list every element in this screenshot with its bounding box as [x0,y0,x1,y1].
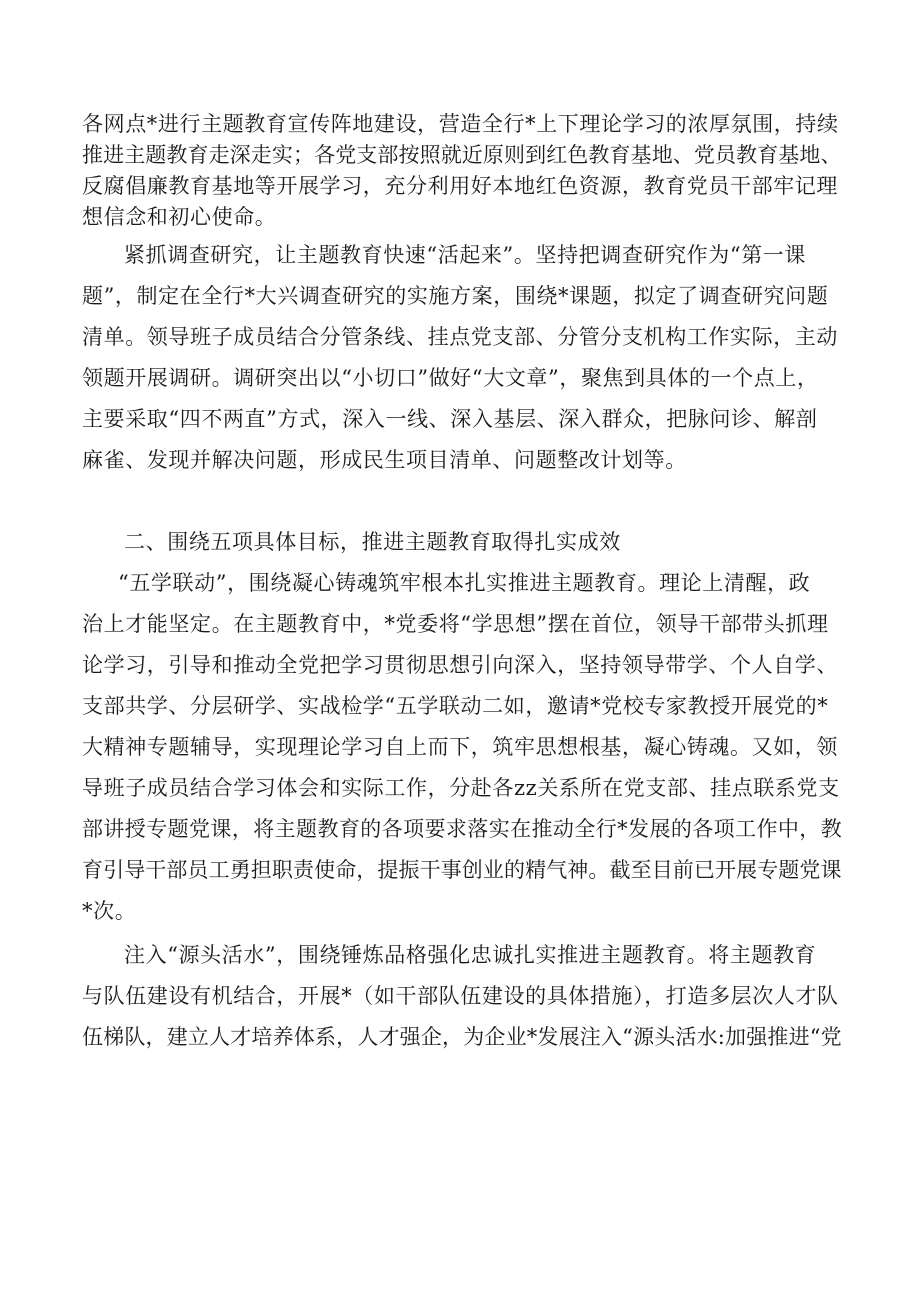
paragraph-line: 与队伍建设有机结合，开展*（如干部队伍建设的具体措施），打造多层次人才队 [82,984,839,1008]
paragraph-line: 治上才能坚定。在主题教育中，*党委将“学思想”摆在首位，领导干部带头抓理 [82,612,829,636]
paragraph-line: 题”，制定在全行*大兴调查研究的实施方案，围绕*课题，拟定了调查研究问题 [82,284,829,308]
paragraph-line: 主要采取“四不两直”方式，深入一线、深入基层、深入群众，把脉问诊、解剖 [82,407,818,431]
paragraph-line: “五学联动”，围绕凝心铸魂筑牢根本扎实推进主题教育。理论上清醒，政 [118,571,811,595]
paragraph-line: *次。 [82,899,137,923]
paragraph-line: 反腐倡廉教育基地等开展学习，充分利用好本地红色资源，教育党员干部牢记理 [82,174,838,198]
paragraph-line: 导班子成员结合学习体会和实际工作，分赴各zz关系所在党支部、挂点联系党支 [82,776,840,800]
paragraph-line: 注入“源头活水”，围绕锤炼品格强化忠诚扎实推进主题教育。将主题教育 [124,943,817,967]
paragraph-line: 紧抓调查研究，让主题教育快速“活起来”。坚持把调查研究作为“第一课 [124,243,807,267]
section-heading: 二、围绕五项具体目标，推进主题教育取得扎实成效 [124,530,621,554]
paragraph-line: 论学习，引导和推动全党把学习贯彻思想引向深入，坚持领导带学、个人自学、 [82,653,838,677]
paragraph-line: 领题开展调研。调研突出以“小切口”做好“大文章”，聚焦到具体的一个点上， [82,366,819,390]
paragraph-line: 育引导干部员工勇担职责使命，提振干事创业的精气神。截至目前已开展专题党课 [82,858,842,882]
paragraph-line: 想信念和初心使命。 [82,205,277,229]
paragraph-line: 伍梯队，建立人才培养体系，人才强企，为企业*发展注入“源头活水:加强推进“党 [82,1025,842,1049]
paragraph-line: 部讲授专题党课，将主题教育的各项要求落实在推动全行*发展的各项工作中，教 [82,817,843,841]
paragraph-line: 推进主题教育走深走实；各党支部按照就近原则到红色教育基地、党员教育基地、 [82,143,842,167]
paragraph-line: 大精神专题辅导，实现理论学习自上而下，筑牢思想根基，凝心铸魂。又如，领 [82,735,838,759]
paragraph-line: 清单。领导班子成员结合分管条线、挂点党支部、分管分支机构工作实际，主动 [82,325,838,349]
paragraph-line: 各网点*进行主题教育宣传阵地建设，营造全行*上下理论学习的浓厚氛围，持续 [82,112,839,136]
paragraph-line: 麻雀、发现并解决问题，形成民生项目清单、问题整改计划等。 [82,448,687,472]
paragraph-line: 支部共学、分层研学、实战检学“五学联动二如，邀请*党校专家教授开展党的* [82,694,829,718]
